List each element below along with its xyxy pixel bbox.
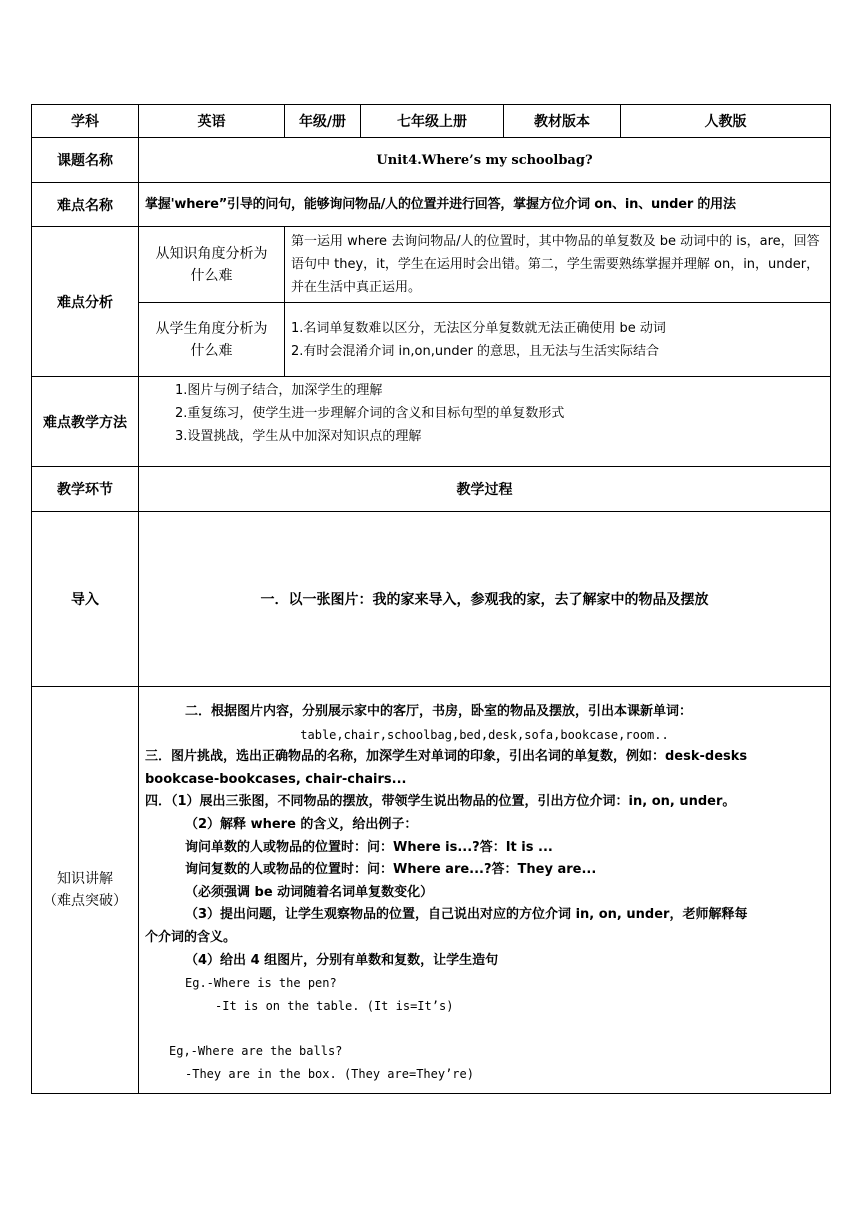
- knowledge-text: [139, 687, 831, 1094]
- grade-value: 七年级上册: [361, 105, 504, 138]
- knowledge-line: （必须强调 be 动词随着名词单复数变化）: [185, 884, 434, 900]
- method-text: [139, 377, 831, 467]
- knowledge-line: 询问单数的人或物品的位置时：问：Where is...?答：It is ...: [185, 839, 553, 855]
- student-angle-label: 从学生角度分析为什么难: [139, 303, 285, 377]
- topic-label: 课题名称: [32, 138, 139, 183]
- knowledge-line: 三．图片挑战，选出正确物品的名称，加深学生对单词的印象，引出名词的单复数，例如：desk-desks: [145, 749, 748, 765]
- topic-value: Unit4.Where’s my schoolbag?: [139, 138, 831, 183]
- knowledge-angle-label: 从知识角度分析为什么难: [139, 227, 285, 303]
- difficulty-label: 难点名称: [32, 183, 139, 227]
- knowledge-angle-text: 第一运用 where 去询问物品/人的位置时，其中物品的单复数及 be 动词中的 is，are，回答语句中 they，it，学生在运用时会出错。第二，学生需要熟练掌握并理解 on，in，under，并在生活中真正运用。: [285, 227, 831, 303]
- knowledge-row: [32, 687, 831, 1094]
- analysis-student-row: [32, 303, 831, 377]
- knowledge-line: table,chair,schoolbag,bed,desk,sofa,bookcase,room..: [300, 727, 669, 742]
- method-line: 1.图片与例子结合，加深学生的理解: [175, 383, 383, 398]
- knowledge-line: （4）给出 4 组图片，分别有单数和复数，让学生造句: [185, 952, 499, 968]
- knowledge-label: [32, 687, 139, 1094]
- lesson-plan-table: [31, 104, 831, 1094]
- student-line: 2.有时会混淆介词 in,on,under 的意思，且无法与生活实际结合: [291, 343, 660, 359]
- difficulty-value: 掌握'where”引导的问句，能够询问物品/人的位置并进行回答，掌握方位介词 on、in、under 的用法: [139, 183, 831, 227]
- knowledge-line: 询问复数的人或物品的位置时：问：Where are...?答：They are...: [185, 862, 597, 878]
- process-label: 教学过程: [139, 467, 831, 512]
- analysis-knowledge-row: [32, 227, 831, 303]
- process-header-row: [32, 467, 831, 512]
- intro-row: [32, 512, 831, 687]
- student-angle-text: [285, 303, 831, 377]
- knowledge-line: Eg,-Where are the balls?: [169, 1043, 343, 1058]
- process-stage-label: 教学环节: [32, 467, 139, 512]
- method-row: [32, 377, 831, 467]
- grade-label: 年级/册: [285, 105, 361, 138]
- edition-value: 人教版: [621, 105, 831, 138]
- header-row: [32, 105, 831, 138]
- knowledge-line: -They are in the box. (They are=They’re): [185, 1066, 474, 1081]
- knowledge-line: -It is on the table. (It is=It’s): [215, 998, 454, 1013]
- intro-label: 导入: [32, 512, 139, 687]
- subject-label: 学科: [32, 105, 139, 138]
- intro-text: 一．以一张图片：我的家来导入，参观我的家，去了解家中的物品及摆放: [139, 512, 831, 687]
- knowledge-line: （2）解释 where 的含义，给出例子：: [185, 816, 418, 832]
- knowledge-line: 个介词的含义。: [145, 929, 237, 945]
- edition-label: 教材版本: [504, 105, 621, 138]
- knowledge-line: （3）提出问题，让学生观察物品的位置，自己说出对应的方位介词 in, on, under，老师解释每: [185, 907, 748, 923]
- knowledge-line: [145, 1017, 824, 1040]
- knowledge-label-line2: （难点突破）: [43, 893, 127, 909]
- knowledge-label-line1: 知识讲解: [57, 871, 113, 887]
- knowledge-line: bookcase-bookcases, chair-chairs...: [145, 771, 407, 787]
- knowledge-line: 二．根据图片内容，分别展示家中的客厅，书房，卧室的物品及摆放，引出本课新单词：: [185, 704, 693, 719]
- student-line: 1.名词单复数难以区分，无法区分单复数就无法正确使用 be 动词: [291, 320, 666, 336]
- knowledge-line: 四．（1）展出三张图，不同物品的摆放，带领学生说出物品的位置，引出方位介词：in, on, under。: [145, 794, 736, 810]
- method-line: 3.设置挑战，学生从中加深对知识点的理解: [175, 429, 422, 444]
- method-label: 难点教学方法: [32, 377, 139, 467]
- topic-row: [32, 138, 831, 183]
- method-line: 2.重复练习，使学生进一步理解介词的含义和目标句型的单复数形式: [175, 406, 565, 421]
- subject-value: 英语: [139, 105, 285, 138]
- analysis-label: 难点分析: [32, 227, 139, 377]
- knowledge-line: Eg.-Where is the pen?: [185, 976, 337, 991]
- difficulty-row: [32, 183, 831, 227]
